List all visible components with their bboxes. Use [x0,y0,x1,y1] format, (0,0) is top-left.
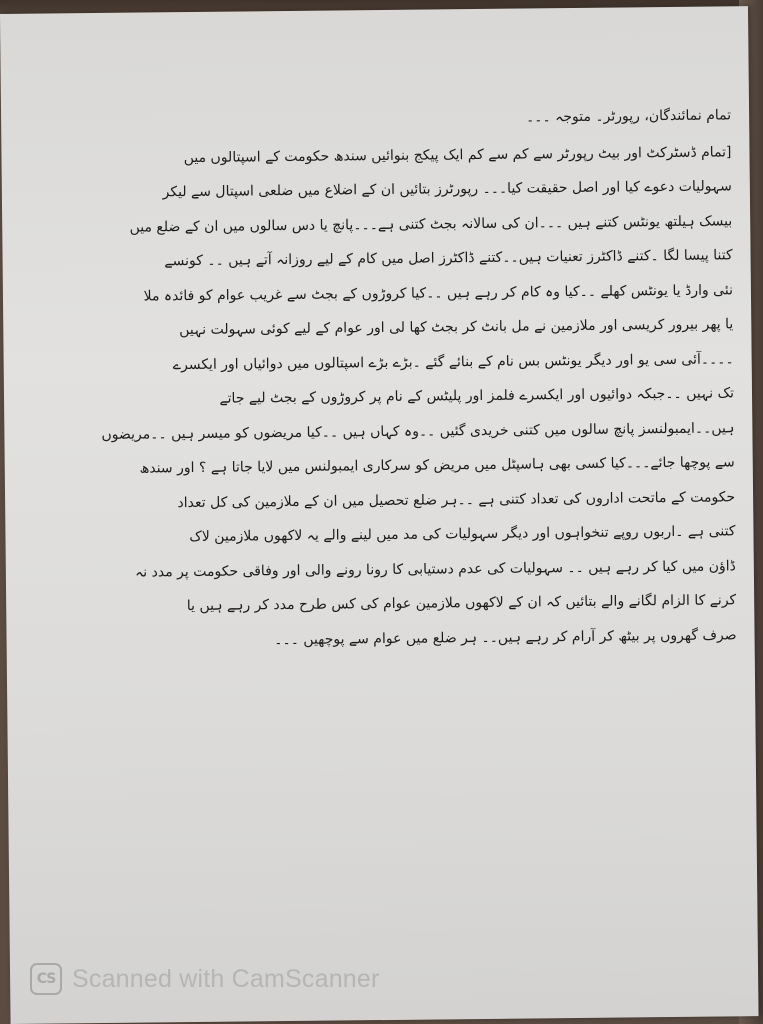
body-line: صرف گھروں پر بیٹھ کر آرام کر رہے ہیں۔۔ ہر ضلع میں عوام سے پوچھیں ۔۔۔ [274,626,737,648]
watermark-text: Scanned with CamScanner [72,964,380,993]
document-heading: تمام نمائندگان، رپورٹر۔ متوجہ ۔۔۔ [525,107,732,126]
body-line: سے پوچھا جائے۔۔۔کیا کسی بھی ہاسپٹل میں مریض کو سرکاری ایمبولنس میں لایا جاتا ہے ؟ اور سندھ [139,454,735,477]
body-line: ہیں۔۔ایمبولنسز پانچ سالوں میں کتنی خریدی گئیں ۔۔وہ کہاں ہیں ۔۔کیا مریضوں کو میسر ہیں ۔۔مریضوں [101,419,735,443]
body-line: کرنے کا الزام لگانے والے بتائیں کہ ان کے لاکھوں ملازمین عوام کی کس طرح مدد کر رہے ہیں یا [186,592,737,615]
body-line: تک نہیں ۔۔جبکہ دوائیوں اور ایکسرے فلمز اور پلیٹس کے نام پر کروڑوں کے بجٹ لیے جاتے [219,385,735,407]
body-line: سہولیات دعوے کیا اور اصل حقیقت کیا۔۔۔ رپورٹرز بتائیں ان کے اضلاع میں ضلعی اسپتال سے لیکر [162,178,732,201]
body-line: نئی وارڈ یا یونٹس کھلے ۔۔کیا وہ کام کر رہے ہیں ۔۔کیا کروڑوں کے بجٹ سے غریب عوام کو فائدہ ملا [143,281,734,305]
body-line: [تمام ڈسٹرکٹ اور بیٹ رپورٹر سے کم سے کم ایک پیکج بنوائیں سندھ حکومت کے اسپتالوں میں [183,143,732,166]
body-line: کتنا پیسا لگا ۔کتنے ڈاکٹرز تعنیات ہیں۔۔کتنے ڈاکٹرز اصل میں کام کے لیے روزانہ آتے ہیں ۔۔ کونسے [164,247,733,270]
body-line: کتنی ہے ۔اربوں روپے تنخواہوں اور دیگر سہولیات کی مد میں لینے والے یہ لاکھوں ملازمین لاک [189,523,736,546]
body-line: حکومت کے ماتحت اداروں کی تعداد کتنی ہے ۔۔ہر ضلع تحصیل میں ان کے ملازمین کی کل تعداد [177,488,736,511]
body-line: بیسک ہیلتھ یونٹس کتنے ہیں ۔۔۔ان کی سالانہ بجٹ کتنی ہے۔۔۔پانچ یا دس سالوں میں ان کے ضلع میں [129,212,733,236]
camscanner-watermark [30,961,380,997]
body-line: یا پھر بیرور کریسی اور ملازمین نے مل بانٹ کر بجٹ کھا لی اور عوام کے لیے کوئی سہولت نہیں [179,316,734,339]
body-line: ڈاؤن میں کیا کر رہے ہیں ۔۔ سہولیات کی عدم دستیابی کا رونا رونے والی اور وفاقی حکومت پر مدد نہ [134,557,736,581]
body-line: ۔۔۔۔آئی سی یو اور دیگر یونٹس بس نام کے بنائے گئے ۔بڑے بڑے اسپتالوں میں دوائیاں اور ایکسرے [172,350,734,373]
camscanner-logo-icon: CS [30,963,62,995]
document-text [41,98,737,659]
scanned-page [0,6,759,1024]
